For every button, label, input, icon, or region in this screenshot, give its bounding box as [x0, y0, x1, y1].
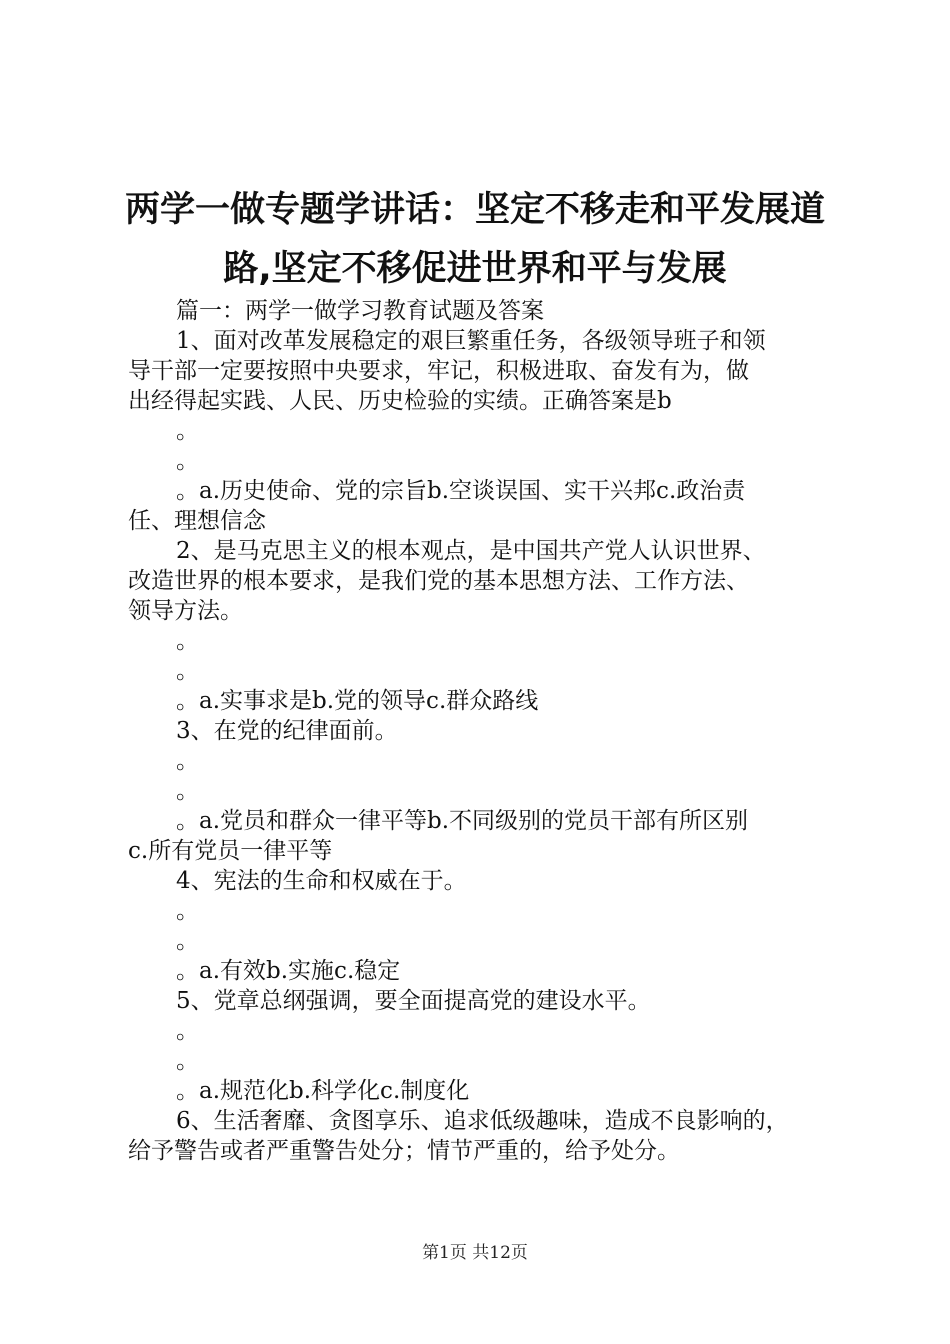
body-line: c.所有党员一律平等 — [128, 838, 333, 864]
body-line: 2、是马克思主义的根本观点，是中国共产党人认识世界、 — [176, 538, 766, 564]
body-line: 。a.有效b.实施c.稳定 — [176, 958, 401, 984]
document-title-line-2: 路,坚定不移促进世界和平与发展 — [223, 249, 727, 289]
body-line: 改造世界的根本要求，是我们党的基本思想方法、工作方法、 — [128, 568, 749, 594]
body-line: 。a.党员和群众一律平等b.不同级别的党员干部有所区别 — [176, 808, 749, 834]
body-line: 给予警告或者严重警告处分；情节严重的，给予处分。 — [128, 1138, 680, 1164]
body-line: 任、理想信念 — [128, 508, 266, 534]
body-line: 。 — [176, 898, 199, 924]
body-line: 。 — [176, 1048, 199, 1074]
page-footer: 第1页 共12页 — [422, 1243, 528, 1263]
body-line: 。a.实事求是b.党的领导c.群众路线 — [176, 688, 539, 714]
body-line: 。 — [176, 418, 199, 444]
body-line: 6、生活奢靡、贪图享乐、追求低级趣味，造成不良影响的， — [176, 1108, 789, 1134]
body-line: 。a.规范化b.科学化c.制度化 — [176, 1078, 470, 1104]
body-line: 。 — [176, 748, 199, 774]
body-line: 3、在党的纪律面前。 — [176, 718, 398, 744]
body-line: 1、面对改革发展稳定的艰巨繁重任务，各级领导班子和领 — [176, 328, 766, 354]
body-line: 。 — [176, 658, 199, 684]
body-line: 4、宪法的生命和权威在于。 — [176, 868, 467, 894]
document-title-line-1: 两学一做专题学讲话：坚定不移走和平发展道 — [124, 190, 825, 230]
body-line: 。 — [176, 628, 199, 654]
body-line: 篇一：两学一做学习教育试题及答案 — [176, 298, 544, 324]
body-line: 出经得起实践、人民、历史检验的实绩。正确答案是b — [128, 388, 672, 414]
body-line: 。 — [176, 778, 199, 804]
document-body — [128, 296, 834, 1166]
body-line: 5、党章总纲强调，要全面提高党的建设水平。 — [176, 988, 651, 1014]
body-line: 。a.历史使命、党的宗旨b.空谈误国、实干兴邦c.政治责 — [176, 478, 746, 504]
body-line: 导干部一定要按照中央要求，牢记，积极进取、奋发有为，做 — [128, 358, 749, 384]
body-line: 。 — [176, 928, 199, 954]
body-line: 。 — [176, 1018, 199, 1044]
body-line: 。 — [176, 448, 199, 474]
body-line: 领导方法。 — [128, 598, 243, 624]
